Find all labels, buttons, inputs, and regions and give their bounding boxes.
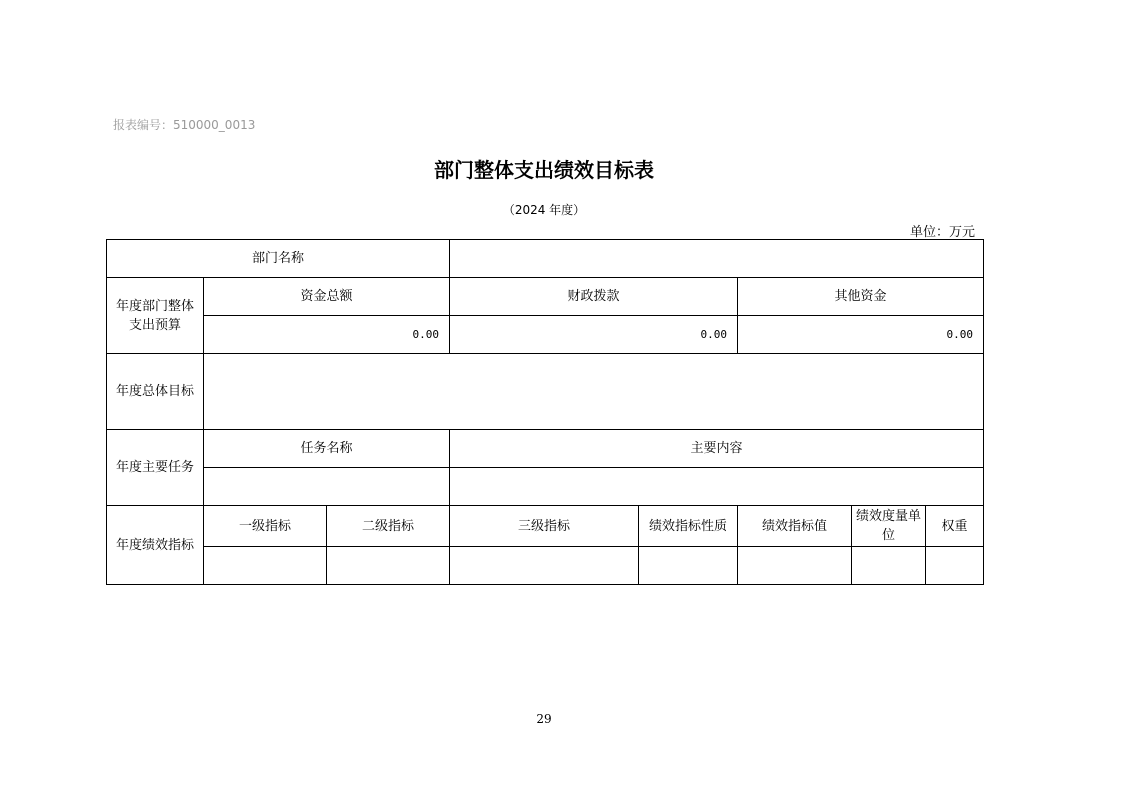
indicator-header-row: [107, 506, 984, 547]
indicator-header-nature: 绩效指标性质: [639, 506, 738, 547]
other-funds-header: 其他资金: [738, 278, 984, 316]
fiscal-appropriation-value: 0.00: [450, 316, 738, 354]
indicator-cell-weight: [926, 547, 984, 585]
overall-goal-value: [204, 354, 984, 430]
indicator-header-level3: 三级指标: [450, 506, 639, 547]
performance-target-table: [106, 239, 984, 585]
indicator-cell-nature: [639, 547, 738, 585]
indicator-cell-level3: [450, 547, 639, 585]
indicators-label: 年度绩效指标: [107, 506, 204, 585]
main-tasks-label: 年度主要任务: [107, 430, 204, 506]
fiscal-appropriation-header: 财政拨款: [450, 278, 738, 316]
overall-goal-label: 年度总体目标: [107, 354, 204, 430]
report-number: 报表编号：510000_0013: [113, 118, 256, 132]
task-content-cell: [450, 468, 984, 506]
task-value-row: [107, 468, 984, 506]
indicator-cell-level2: [327, 547, 450, 585]
indicator-header-value: 绩效指标值: [738, 506, 852, 547]
page-number: 29: [536, 712, 552, 726]
indicator-header-weight: 权重: [926, 506, 984, 547]
dept-name-row: [107, 240, 984, 278]
unit-label: 单位：万元: [909, 225, 975, 240]
dept-name-value: [450, 240, 984, 278]
budget-label: 年度部门整体支出预算: [107, 278, 204, 354]
indicator-header-unit: 绩效度量单位: [852, 506, 926, 547]
page-title: 部门整体支出绩效目标表: [434, 158, 654, 182]
total-funds-header: 资金总额: [204, 278, 450, 316]
indicator-header-level1: 一级指标: [204, 506, 327, 547]
budget-header-row: [107, 278, 984, 316]
dept-name-label: 部门名称: [107, 240, 450, 278]
indicator-cell-value: [738, 547, 852, 585]
task-name-header: 任务名称: [204, 430, 450, 468]
indicator-header-level2: 二级指标: [327, 506, 450, 547]
indicator-value-row: [107, 547, 984, 585]
indicator-cell-unit: [852, 547, 926, 585]
budget-values-row: [107, 316, 984, 354]
total-funds-value: 0.00: [204, 316, 450, 354]
overall-goal-row: [107, 354, 984, 430]
other-funds-value: 0.00: [738, 316, 984, 354]
task-header-row: [107, 430, 984, 468]
indicator-cell-level1: [204, 547, 327, 585]
task-content-header: 主要内容: [450, 430, 984, 468]
task-name-cell: [204, 468, 450, 506]
report-year: （2024 年度）: [502, 203, 586, 217]
